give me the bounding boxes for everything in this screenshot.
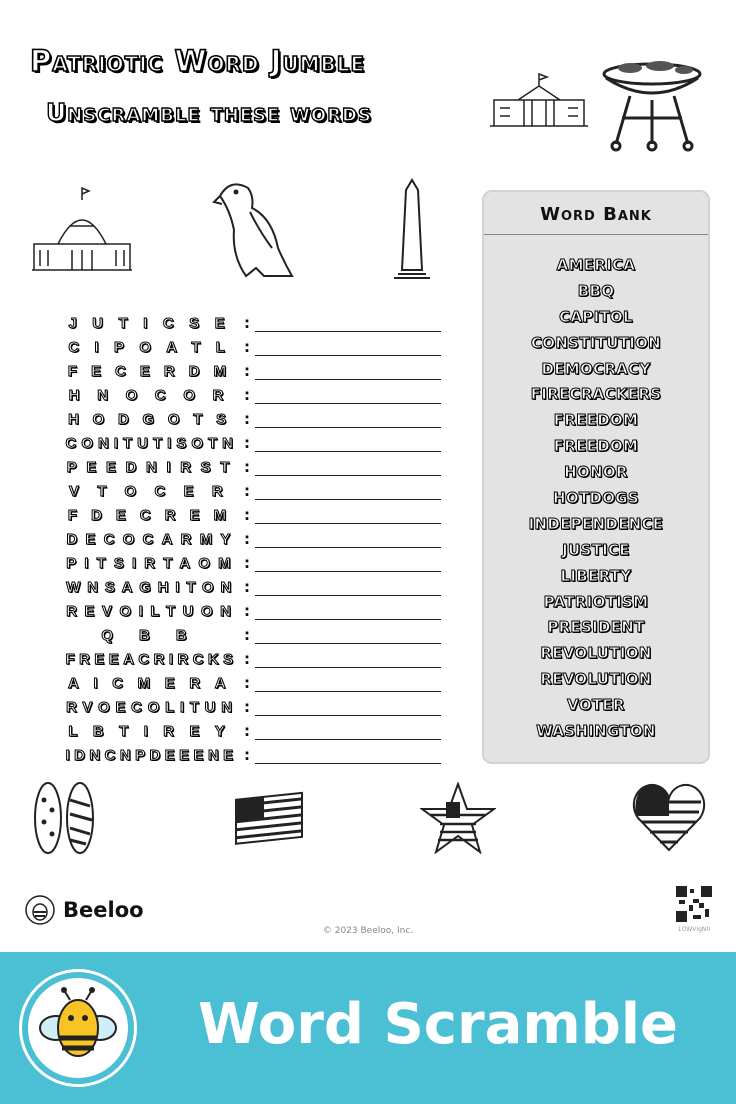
separator: : bbox=[244, 506, 250, 524]
page-subtitle: Unscramble these words bbox=[46, 98, 372, 127]
word-bank-item: REVOLUTION bbox=[540, 644, 652, 663]
grill-icon bbox=[600, 56, 706, 152]
separator: : bbox=[244, 434, 250, 452]
bee-mascot-icon bbox=[28, 978, 128, 1078]
word-bank-item: FREEDOM bbox=[553, 437, 639, 456]
beeloo-logo[interactable] bbox=[24, 894, 144, 926]
word-bank-item: JUSTICE bbox=[562, 540, 630, 559]
separator: : bbox=[244, 554, 250, 572]
scrambled-word: LBTIREY bbox=[68, 722, 241, 740]
word-bank-item: HONOR bbox=[564, 463, 628, 482]
qr-code-id: 1OWVIgN0 bbox=[677, 926, 711, 933]
separator: : bbox=[244, 410, 250, 428]
scrambled-word: AICMERA bbox=[68, 674, 241, 692]
answer-line[interactable] bbox=[255, 458, 441, 476]
word-bank-title: Word Bank bbox=[540, 204, 652, 225]
word-bank-item: CONSTITUTION bbox=[530, 333, 662, 352]
answer-line[interactable] bbox=[255, 626, 441, 644]
scramble-row bbox=[58, 383, 441, 407]
separator: : bbox=[244, 746, 250, 764]
word-bank-item: LIBERTY bbox=[560, 566, 632, 585]
scrambled-word: VTOCER bbox=[69, 482, 242, 500]
scramble-row bbox=[58, 671, 441, 695]
answer-line[interactable] bbox=[255, 386, 441, 404]
bee-mascot-logo bbox=[22, 972, 134, 1084]
scrambled-word: REVOILTUON bbox=[66, 602, 239, 620]
separator: : bbox=[244, 314, 250, 332]
flag-icon bbox=[234, 788, 306, 846]
answer-line[interactable] bbox=[255, 530, 441, 548]
scrambled-word: HODGOTS bbox=[68, 410, 240, 428]
word-bank-item: HOTDOGS bbox=[553, 489, 639, 508]
qr-code-icon bbox=[675, 885, 713, 923]
scramble-row bbox=[58, 743, 441, 767]
answer-line[interactable] bbox=[255, 674, 441, 692]
copyright: © 2023 Beeloo, Inc. bbox=[322, 926, 414, 936]
scrambled-word: JUTICSE bbox=[68, 314, 241, 332]
separator: : bbox=[244, 362, 250, 380]
scramble-row bbox=[58, 551, 441, 575]
scrambled-word: RVOECOLITUN bbox=[66, 698, 238, 716]
answer-line[interactable] bbox=[255, 602, 441, 620]
word-bank-item: FREEDOM bbox=[553, 411, 639, 430]
answer-line[interactable] bbox=[255, 650, 441, 668]
scrambled-word: FREEACRIRCKS bbox=[65, 650, 238, 668]
flip-flops-icon bbox=[32, 780, 96, 856]
separator: : bbox=[244, 698, 250, 716]
word-bank-item: CAPITOL bbox=[559, 307, 633, 326]
answer-line[interactable] bbox=[255, 698, 441, 716]
separator: : bbox=[244, 578, 250, 596]
answer-line[interactable] bbox=[255, 722, 441, 740]
scramble-row bbox=[58, 479, 441, 503]
scramble-list bbox=[58, 311, 441, 767]
separator: : bbox=[244, 722, 250, 740]
scrambled-word: QBB bbox=[101, 626, 213, 644]
answer-line[interactable] bbox=[255, 434, 441, 452]
star-icon bbox=[420, 782, 496, 854]
scramble-row bbox=[58, 647, 441, 671]
word-bank-item: FIRECRACKERS bbox=[530, 385, 662, 404]
scramble-row bbox=[58, 719, 441, 743]
scrambled-word: DECOCARMY bbox=[66, 530, 239, 548]
answer-line[interactable] bbox=[255, 578, 441, 596]
word-bank-item: REVOLUTION bbox=[540, 670, 652, 689]
separator: : bbox=[244, 530, 250, 548]
washington-monument-icon bbox=[390, 178, 434, 282]
scramble-row bbox=[58, 623, 441, 647]
word-bank-item: BBQ bbox=[577, 281, 615, 300]
scrambled-word: HNOCOR bbox=[68, 386, 242, 404]
separator: : bbox=[244, 602, 250, 620]
separator: : bbox=[244, 674, 250, 692]
answer-line[interactable] bbox=[255, 410, 441, 428]
separator: : bbox=[244, 458, 250, 476]
answer-line[interactable] bbox=[255, 506, 441, 524]
scramble-row bbox=[58, 599, 441, 623]
scramble-row bbox=[58, 503, 441, 527]
page-title: Patriotic Word Jumble bbox=[30, 44, 366, 78]
separator: : bbox=[244, 650, 250, 668]
white-house-icon bbox=[488, 70, 590, 130]
answer-line[interactable] bbox=[255, 314, 441, 332]
scrambled-word: IDNCNPDEEENE bbox=[65, 746, 238, 764]
answer-line[interactable] bbox=[255, 338, 441, 356]
scramble-row bbox=[58, 575, 441, 599]
separator: : bbox=[244, 338, 250, 356]
word-bank-item: DEMOCRACY bbox=[541, 359, 651, 378]
scramble-row bbox=[58, 407, 441, 431]
scramble-row bbox=[58, 311, 441, 335]
scramble-row bbox=[58, 455, 441, 479]
word-bank-item: PATRIOTISM bbox=[543, 592, 649, 611]
word-bank-list bbox=[484, 255, 708, 747]
separator: : bbox=[244, 482, 250, 500]
separator: : bbox=[244, 626, 250, 644]
scramble-row bbox=[58, 359, 441, 383]
eagle-icon bbox=[210, 176, 294, 280]
scrambled-word: FDECREM bbox=[67, 506, 241, 524]
word-bank-item: VOTER bbox=[567, 696, 625, 715]
scrambled-word: PITSIRTAOM bbox=[66, 554, 239, 572]
answer-line[interactable] bbox=[255, 554, 441, 572]
bee-icon bbox=[24, 894, 56, 926]
answer-line[interactable] bbox=[255, 482, 441, 500]
banner-title: Word Scramble bbox=[198, 992, 678, 1057]
word-bank-item: AMERICA bbox=[556, 256, 636, 274]
scrambled-word: CIPOATL bbox=[68, 338, 241, 356]
scrambled-word: PEEDNIRST bbox=[66, 458, 240, 476]
scrambled-word: FECERDM bbox=[67, 362, 241, 380]
scrambled-word: CONITUTISOTN bbox=[65, 434, 238, 452]
answer-line[interactable] bbox=[255, 362, 441, 380]
scramble-row bbox=[58, 695, 441, 719]
flag-heart-icon bbox=[632, 780, 706, 854]
word-bank-item: WASHINGTON bbox=[536, 722, 656, 741]
footer-banner bbox=[0, 952, 736, 1104]
scrambled-word: WNSAGHITON bbox=[66, 578, 239, 596]
brand-name: Beeloo bbox=[63, 898, 144, 922]
word-bank-item: INDEPENDENCE bbox=[528, 514, 664, 533]
capitol-icon bbox=[30, 186, 134, 272]
scramble-row bbox=[58, 527, 441, 551]
separator: : bbox=[244, 386, 250, 404]
answer-line[interactable] bbox=[255, 746, 441, 764]
word-bank-divider bbox=[484, 234, 708, 235]
scramble-row bbox=[58, 431, 441, 455]
scramble-row bbox=[58, 335, 441, 359]
word-bank-item: PRESIDENT bbox=[547, 618, 645, 637]
word-bank bbox=[482, 190, 710, 764]
